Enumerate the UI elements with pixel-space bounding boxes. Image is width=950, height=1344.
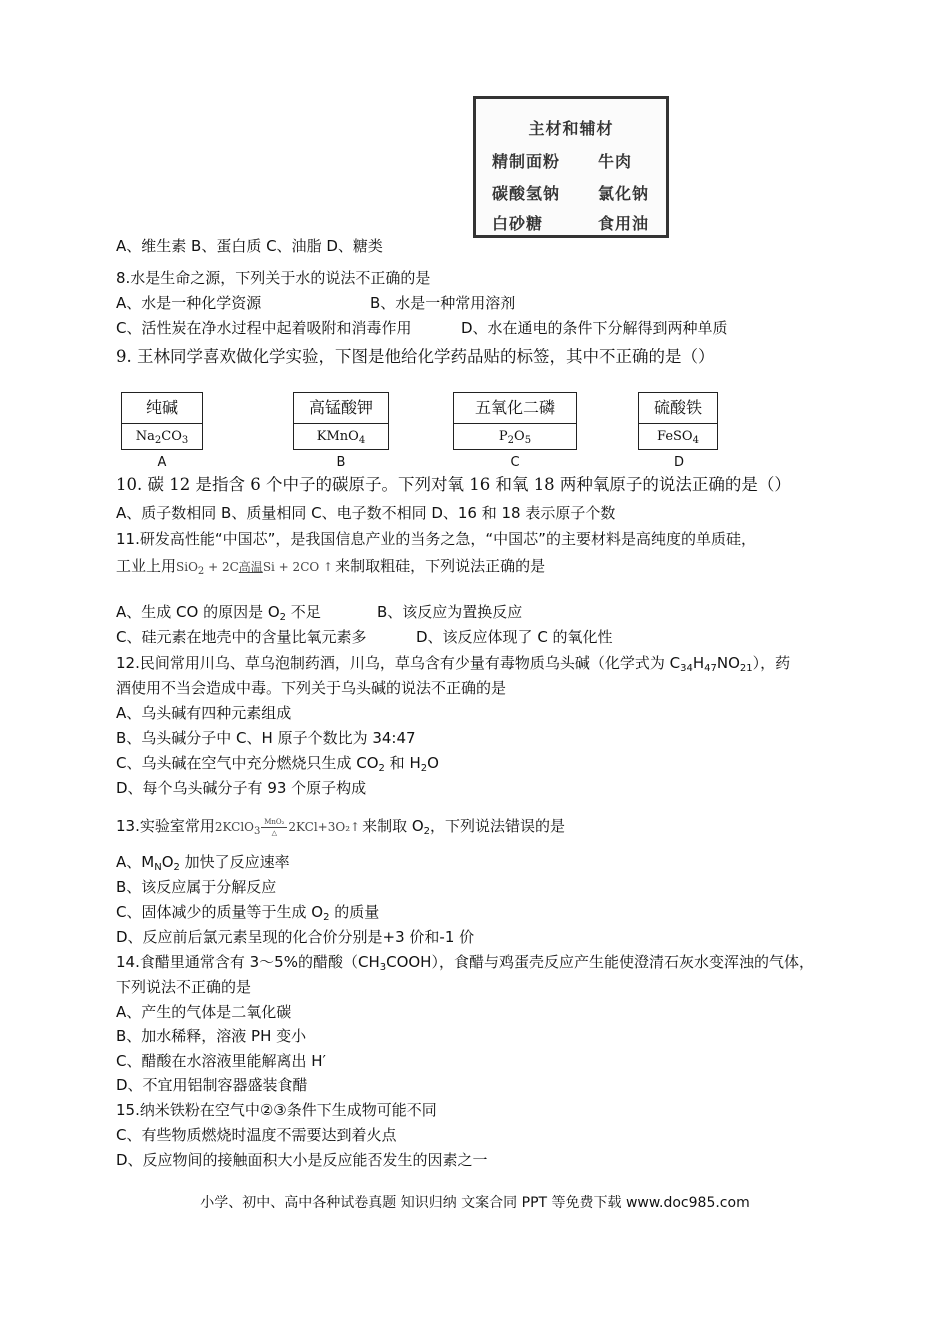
q13-option-a: A、$M_NO_2$ 加快了反应速率 bbox=[116, 853, 290, 873]
ingredients-figure bbox=[473, 96, 669, 238]
q10-stem: 10. 碳 12 是指含 6 个中子的碳原子。下列对氧 16 和氧 18 两种氧原子的说法正确的是（） bbox=[116, 475, 791, 494]
reaction-condition: MnO₂ △ bbox=[261, 818, 287, 837]
label-letter-d: D bbox=[673, 455, 684, 470]
q8-option-d: D、水在通电的条件下分解得到两种单质 bbox=[461, 319, 728, 337]
q13-stem: 13.实验室常用2KClO$_3$MnO₂ △ 2KCl+3O₂↑ 来制取 $O_2$，下列说法错误的是 bbox=[116, 817, 566, 837]
label-formula: KMnO$_4$ bbox=[316, 429, 366, 446]
page-footer: 小学、初中、高中各种试卷真题 知识归纳 文案合同 PPT 等免费下载 www.doc985.com bbox=[200, 1195, 750, 1211]
q12-stem-line2: 酒使用不当会造成中毒。下列关于乌头碱的说法不正确的是 bbox=[116, 679, 507, 697]
label-formula: FeSO$_4$ bbox=[657, 429, 699, 446]
q12-option-c: C、乌头碱在空气中充分燃烧只生成 $CO_2$ 和 $H_2O$ bbox=[116, 754, 439, 774]
q14-option-c: C、醋酸在水溶液里能解离出 H′ bbox=[116, 1052, 326, 1070]
q13-option-b: B、该反应属于分解反应 bbox=[116, 878, 277, 896]
q12-option-d: D、每个乌头碱分子有 93 个原子构成 bbox=[116, 779, 367, 797]
label-name: 高锰酸钾 bbox=[294, 393, 388, 424]
q15-option-d: D、反应物间的接触面积大小是反应能否发生的因素之一 bbox=[116, 1151, 488, 1169]
ingredient-item: 食用油 bbox=[598, 214, 650, 233]
label-name: 硫酸铁 bbox=[639, 393, 717, 424]
q13-equation: 2KClO$_3$MnO₂ △ 2KCl+3O₂↑ bbox=[214, 817, 361, 837]
q13-option-d: D、反应前后氯元素呈现的化合价分别是+3 价和-1 价 bbox=[116, 928, 475, 946]
ingredient-item: 碳酸氢钠 bbox=[492, 184, 561, 203]
q13-option-c: C、固体减少的质量等于生成 $O_2$ 的质量 bbox=[116, 903, 380, 923]
chemical-label-a bbox=[121, 392, 203, 450]
q15-stem: 15.纳米铁粉在空气中②③条件下生成物可能不同 bbox=[116, 1101, 437, 1119]
q11-equation: SiO$_2$ + 2C高温Si + 2CO ↑ bbox=[176, 559, 334, 577]
label-name: 五氧化二磷 bbox=[454, 393, 576, 424]
label-letter-a: A bbox=[157, 455, 167, 470]
ingredient-item: 氯化钠 bbox=[598, 184, 650, 203]
q9-stem: 9. 王林同学喜欢做化学实验，下图是他给化学药品贴的标签，其中不正确的是（） bbox=[116, 347, 715, 366]
ingredients-title: 主材和辅材 bbox=[528, 119, 614, 138]
q14-stem: 14.食醋里通常含有 3～5%的醋酸$(CH_3COOH)$，食醋与鸡蛋壳反应产生能使澄清石灰水变浑浊的气体， bbox=[116, 953, 814, 973]
label-formula: $P_2O_5$ bbox=[498, 429, 532, 446]
ingredient-item: 精制面粉 bbox=[492, 152, 561, 171]
q14-option-a: A、产生的气体是二氧化碳 bbox=[116, 1003, 292, 1021]
q11-option-d: D、该反应体现了 C 的氧化性 bbox=[416, 628, 613, 646]
label-formula: $Na_2CO_3$ bbox=[135, 429, 189, 446]
q11-stem: 11.研发高性能“中国芯”，是我国信息产业的当务之急，“中国芯”的主要材料是高纯度的单质硅， bbox=[116, 530, 756, 548]
chemical-label-d bbox=[638, 392, 718, 450]
q8-option-a: A、水是一种化学资源 bbox=[116, 294, 262, 312]
q8-stem: 8.水是生命之源，下列关于水的说法不正确的是 bbox=[116, 269, 431, 287]
chemical-label-b bbox=[293, 392, 389, 450]
q7-options: A、维生素 B、蛋白质 C、油脂 D、糖类 bbox=[116, 237, 383, 255]
q10-options: A、质子数相同 B、质量相同 C、电子数不相同 D、16 和 18 表示原子个数 bbox=[116, 504, 616, 522]
label-name: 纯碱 bbox=[122, 393, 202, 424]
q14-stem-line2: 下列说法不正确的是 bbox=[116, 978, 252, 996]
ingredient-item: 牛肉 bbox=[598, 152, 633, 171]
q14-option-d: D、不宜用铝制容器盛装食醋 bbox=[116, 1076, 308, 1094]
q12-stem: 12.民间常用川乌、草乌泡制药酒，川乌，草乌含有少量有毒物质乌头碱（化学式为 $C_{34}H_{47}NO_{21}$），药 bbox=[116, 654, 791, 674]
q11-stem-line2: 工业上用SiO$_2$ + 2C高温Si + 2CO ↑ 来制取粗硅，下列说法正确的是 bbox=[116, 557, 546, 577]
q8-option-c: C、活性炭在净水过程中起着吸附和消毒作用 bbox=[116, 319, 412, 337]
label-letter-c: C bbox=[510, 455, 520, 470]
q11-option-b: B、该反应为置换反应 bbox=[377, 603, 523, 621]
q14-option-b: B、加水稀释，溶液 PH 变小 bbox=[116, 1027, 307, 1045]
q15-option-c: C、有些物质燃烧时温度不需要达到着火点 bbox=[116, 1126, 397, 1144]
q8-option-b: B、水是一种常用溶剂 bbox=[370, 294, 516, 312]
label-letter-b: B bbox=[336, 455, 346, 470]
q11-option-a: A、生成 CO 的原因是 $O_2$ 不足 bbox=[116, 603, 321, 623]
q12-option-a: A、乌头碱有四种元素组成 bbox=[116, 704, 292, 722]
q12-option-b: B、乌头碱分子中 C、H 原子个数比为 34:47 bbox=[116, 729, 416, 747]
chemical-label-c bbox=[453, 392, 577, 450]
q11-option-c: C、硅元素在地壳中的含量比氧元素多 bbox=[116, 628, 367, 646]
ingredient-item: 白砂糖 bbox=[492, 214, 544, 233]
